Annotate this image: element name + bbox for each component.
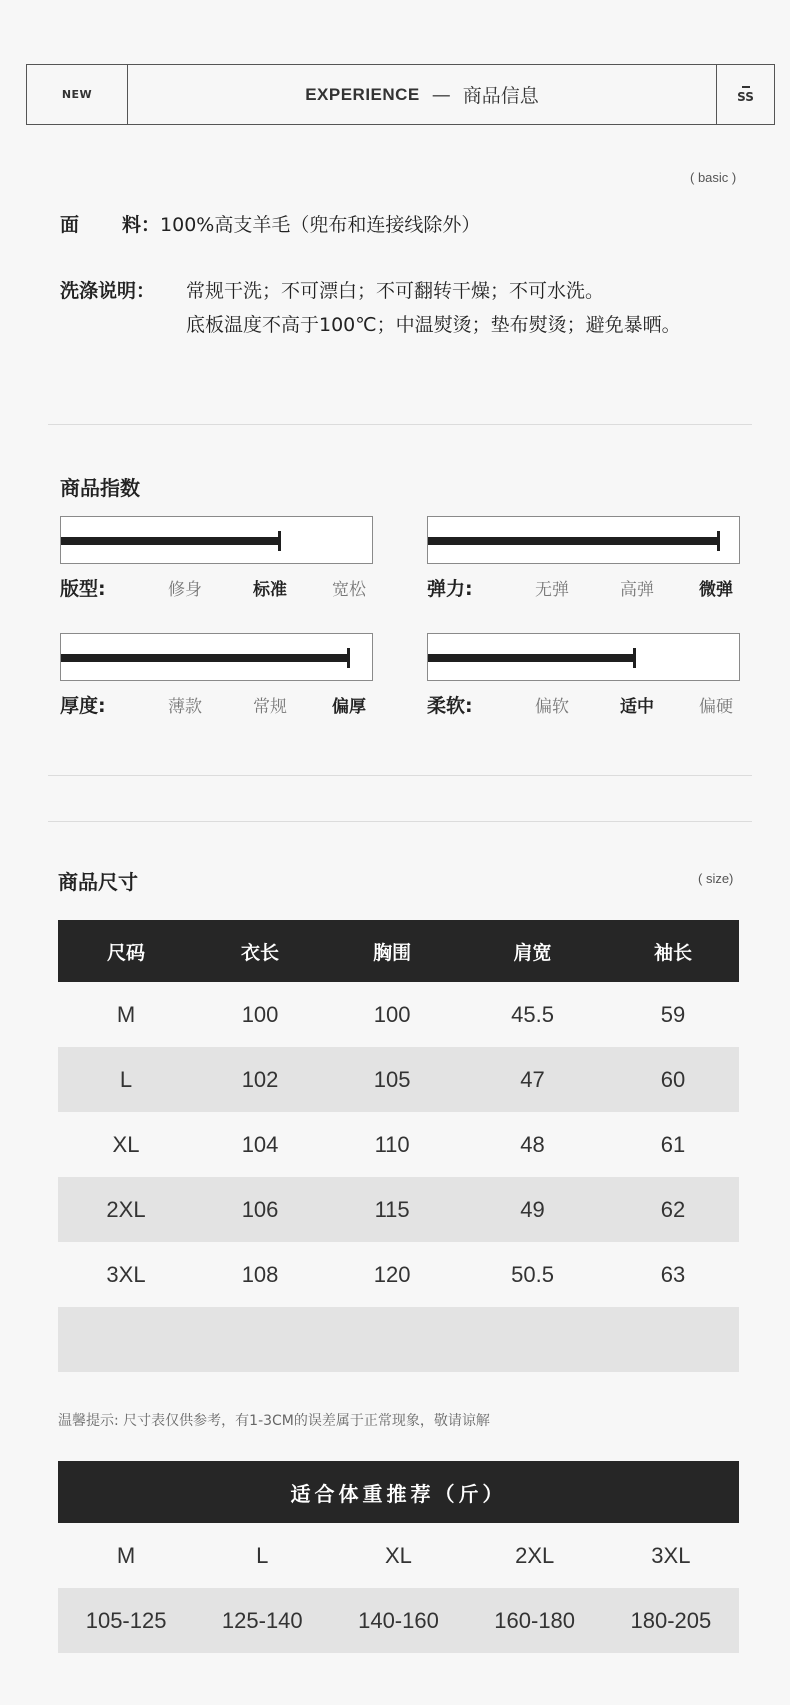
- gauge-marker: [278, 531, 281, 551]
- care-label: 洗涤说明：: [60, 280, 156, 302]
- col-header-size: 尺码: [58, 920, 194, 982]
- weight-table: [58, 1523, 739, 1653]
- table-cell: 120: [373, 1261, 411, 1287]
- weight-title: 适合体重推荐（斤）: [58, 1461, 739, 1523]
- table-row: [58, 1112, 739, 1177]
- divider: [48, 821, 752, 822]
- table-row: [58, 1242, 739, 1307]
- gauge-option: 薄款: [168, 697, 202, 717]
- table-cell: [607, 1307, 739, 1372]
- col-header-length: 衣长: [194, 920, 326, 982]
- table-cell: 47: [458, 1047, 607, 1112]
- weight-size: 3XL: [651, 1542, 691, 1568]
- gauge-label: 柔软:: [427, 695, 473, 717]
- weight-range: 125-140: [194, 1588, 330, 1653]
- table-cell: [58, 1307, 194, 1372]
- col-header-chest: 胸围: [326, 920, 458, 982]
- fabric-value: 100%高支羊毛（兜布和连接线除外）: [160, 214, 481, 236]
- table-cell: 45.5: [511, 1001, 554, 1027]
- gauge-fill: [428, 537, 719, 545]
- gauge-label: 弹力:: [427, 578, 473, 600]
- size-table-header: [58, 920, 739, 982]
- gauge-marker: [717, 531, 720, 551]
- table-row: [58, 1523, 739, 1588]
- weight-size: 2XL: [515, 1542, 555, 1568]
- header-new-label: NEW: [27, 65, 128, 124]
- gauge-option: 无弹: [535, 580, 569, 600]
- table-cell: [326, 1307, 458, 1372]
- table-cell: 106: [194, 1177, 326, 1242]
- table-row: [58, 1588, 739, 1653]
- table-cell: 108: [241, 1261, 279, 1287]
- table-cell: 48: [520, 1131, 545, 1157]
- table-cell: 59: [660, 1001, 686, 1027]
- weight-range: 160-180: [467, 1588, 603, 1653]
- gauge-fill: [61, 654, 349, 662]
- gauge-option: 偏硬: [699, 697, 733, 717]
- table-cell: 61: [660, 1131, 686, 1157]
- basic-tag: ( basic ): [690, 170, 737, 185]
- table-cell: [458, 1307, 607, 1372]
- col-header-shoulder: 肩宽: [458, 920, 607, 982]
- table-cell: L: [58, 1047, 194, 1112]
- table-cell: 50.5: [511, 1261, 554, 1287]
- gauge-marker: [633, 648, 636, 668]
- gauge-label: 版型:: [60, 578, 106, 600]
- table-cell: 100: [241, 1001, 279, 1027]
- table-cell: 115: [326, 1177, 458, 1242]
- index-title: 商品指数: [60, 476, 140, 500]
- table-cell: 3XL: [106, 1261, 146, 1287]
- table-cell: 100: [373, 1001, 411, 1027]
- gauge-option: 高弹: [620, 580, 654, 600]
- table-row: [58, 1307, 739, 1372]
- gauge-option: 偏厚: [332, 697, 366, 717]
- table-cell: 49: [458, 1177, 607, 1242]
- section-header: [26, 64, 775, 125]
- weight-size: M: [116, 1542, 136, 1568]
- gauge-track: [427, 633, 740, 681]
- weight-range: 140-160: [330, 1588, 466, 1653]
- divider: [48, 424, 752, 425]
- table-cell: XL: [112, 1131, 140, 1157]
- weight-range: 105-125: [58, 1588, 194, 1653]
- table-row: [58, 982, 739, 1047]
- gauge-option: 常规: [253, 697, 287, 717]
- header-title: [128, 65, 716, 124]
- table-cell: 60: [607, 1047, 739, 1112]
- header-season-label: SS: [737, 89, 754, 104]
- gauge-track: [60, 633, 373, 681]
- care-line-1: 常规干洗；不可漂白；不可翻转干燥；不可水洗。: [186, 280, 605, 302]
- table-cell: 105: [326, 1047, 458, 1112]
- gauge-option: 适中: [620, 697, 654, 717]
- gauge-option: 微弹: [699, 580, 733, 600]
- table-cell: 63: [660, 1261, 686, 1287]
- table-cell: 102: [194, 1047, 326, 1112]
- gauge-option: 宽松: [332, 580, 366, 600]
- table-cell: 110: [374, 1131, 410, 1157]
- weight-size: L: [256, 1542, 269, 1568]
- col-header-sleeve: 袖长: [607, 920, 739, 982]
- gauge-option: 修身: [168, 580, 202, 600]
- divider: [48, 775, 752, 776]
- table-cell: M: [116, 1001, 136, 1027]
- header-title-en: EXPERIENCE: [305, 84, 420, 104]
- care-line-2: 底板温度不高于100℃；中温熨烫；垫布熨烫；避免暴晒。: [186, 314, 681, 336]
- gauge-option: 标准: [253, 580, 287, 600]
- weight-range: 180-205: [603, 1588, 739, 1653]
- gauge-label: 厚度:: [60, 695, 106, 717]
- season-bar-icon: [742, 86, 750, 88]
- gauge-option: 偏软: [535, 697, 569, 717]
- fabric-label-b: 料：: [122, 214, 161, 236]
- table-cell: 2XL: [58, 1177, 194, 1242]
- gauge-fill: [428, 654, 635, 662]
- gauge-track: [60, 516, 373, 564]
- header-dash: —: [431, 83, 451, 106]
- fabric-row: [60, 210, 480, 237]
- size-title: 商品尺寸: [58, 870, 138, 894]
- table-cell: 62: [607, 1177, 739, 1242]
- gauge-fill: [61, 537, 280, 545]
- table-cell: 104: [241, 1131, 279, 1157]
- table-cell: [194, 1307, 326, 1372]
- size-tag: ( size): [698, 871, 734, 886]
- size-tip: 温馨提示: 尺寸表仅供参考，有1-3CM的误差属于正常现象，敬请谅解: [58, 1413, 490, 1429]
- table-row: [58, 1177, 739, 1242]
- header-title-cn: 商品信息: [462, 85, 539, 107]
- size-table: [58, 920, 739, 1372]
- header-season: [716, 65, 774, 124]
- gauge-marker: [347, 648, 350, 668]
- fabric-label-a: 面: [60, 214, 80, 236]
- weight-size: XL: [385, 1542, 412, 1568]
- gauge-track: [427, 516, 740, 564]
- table-row: [58, 1047, 739, 1112]
